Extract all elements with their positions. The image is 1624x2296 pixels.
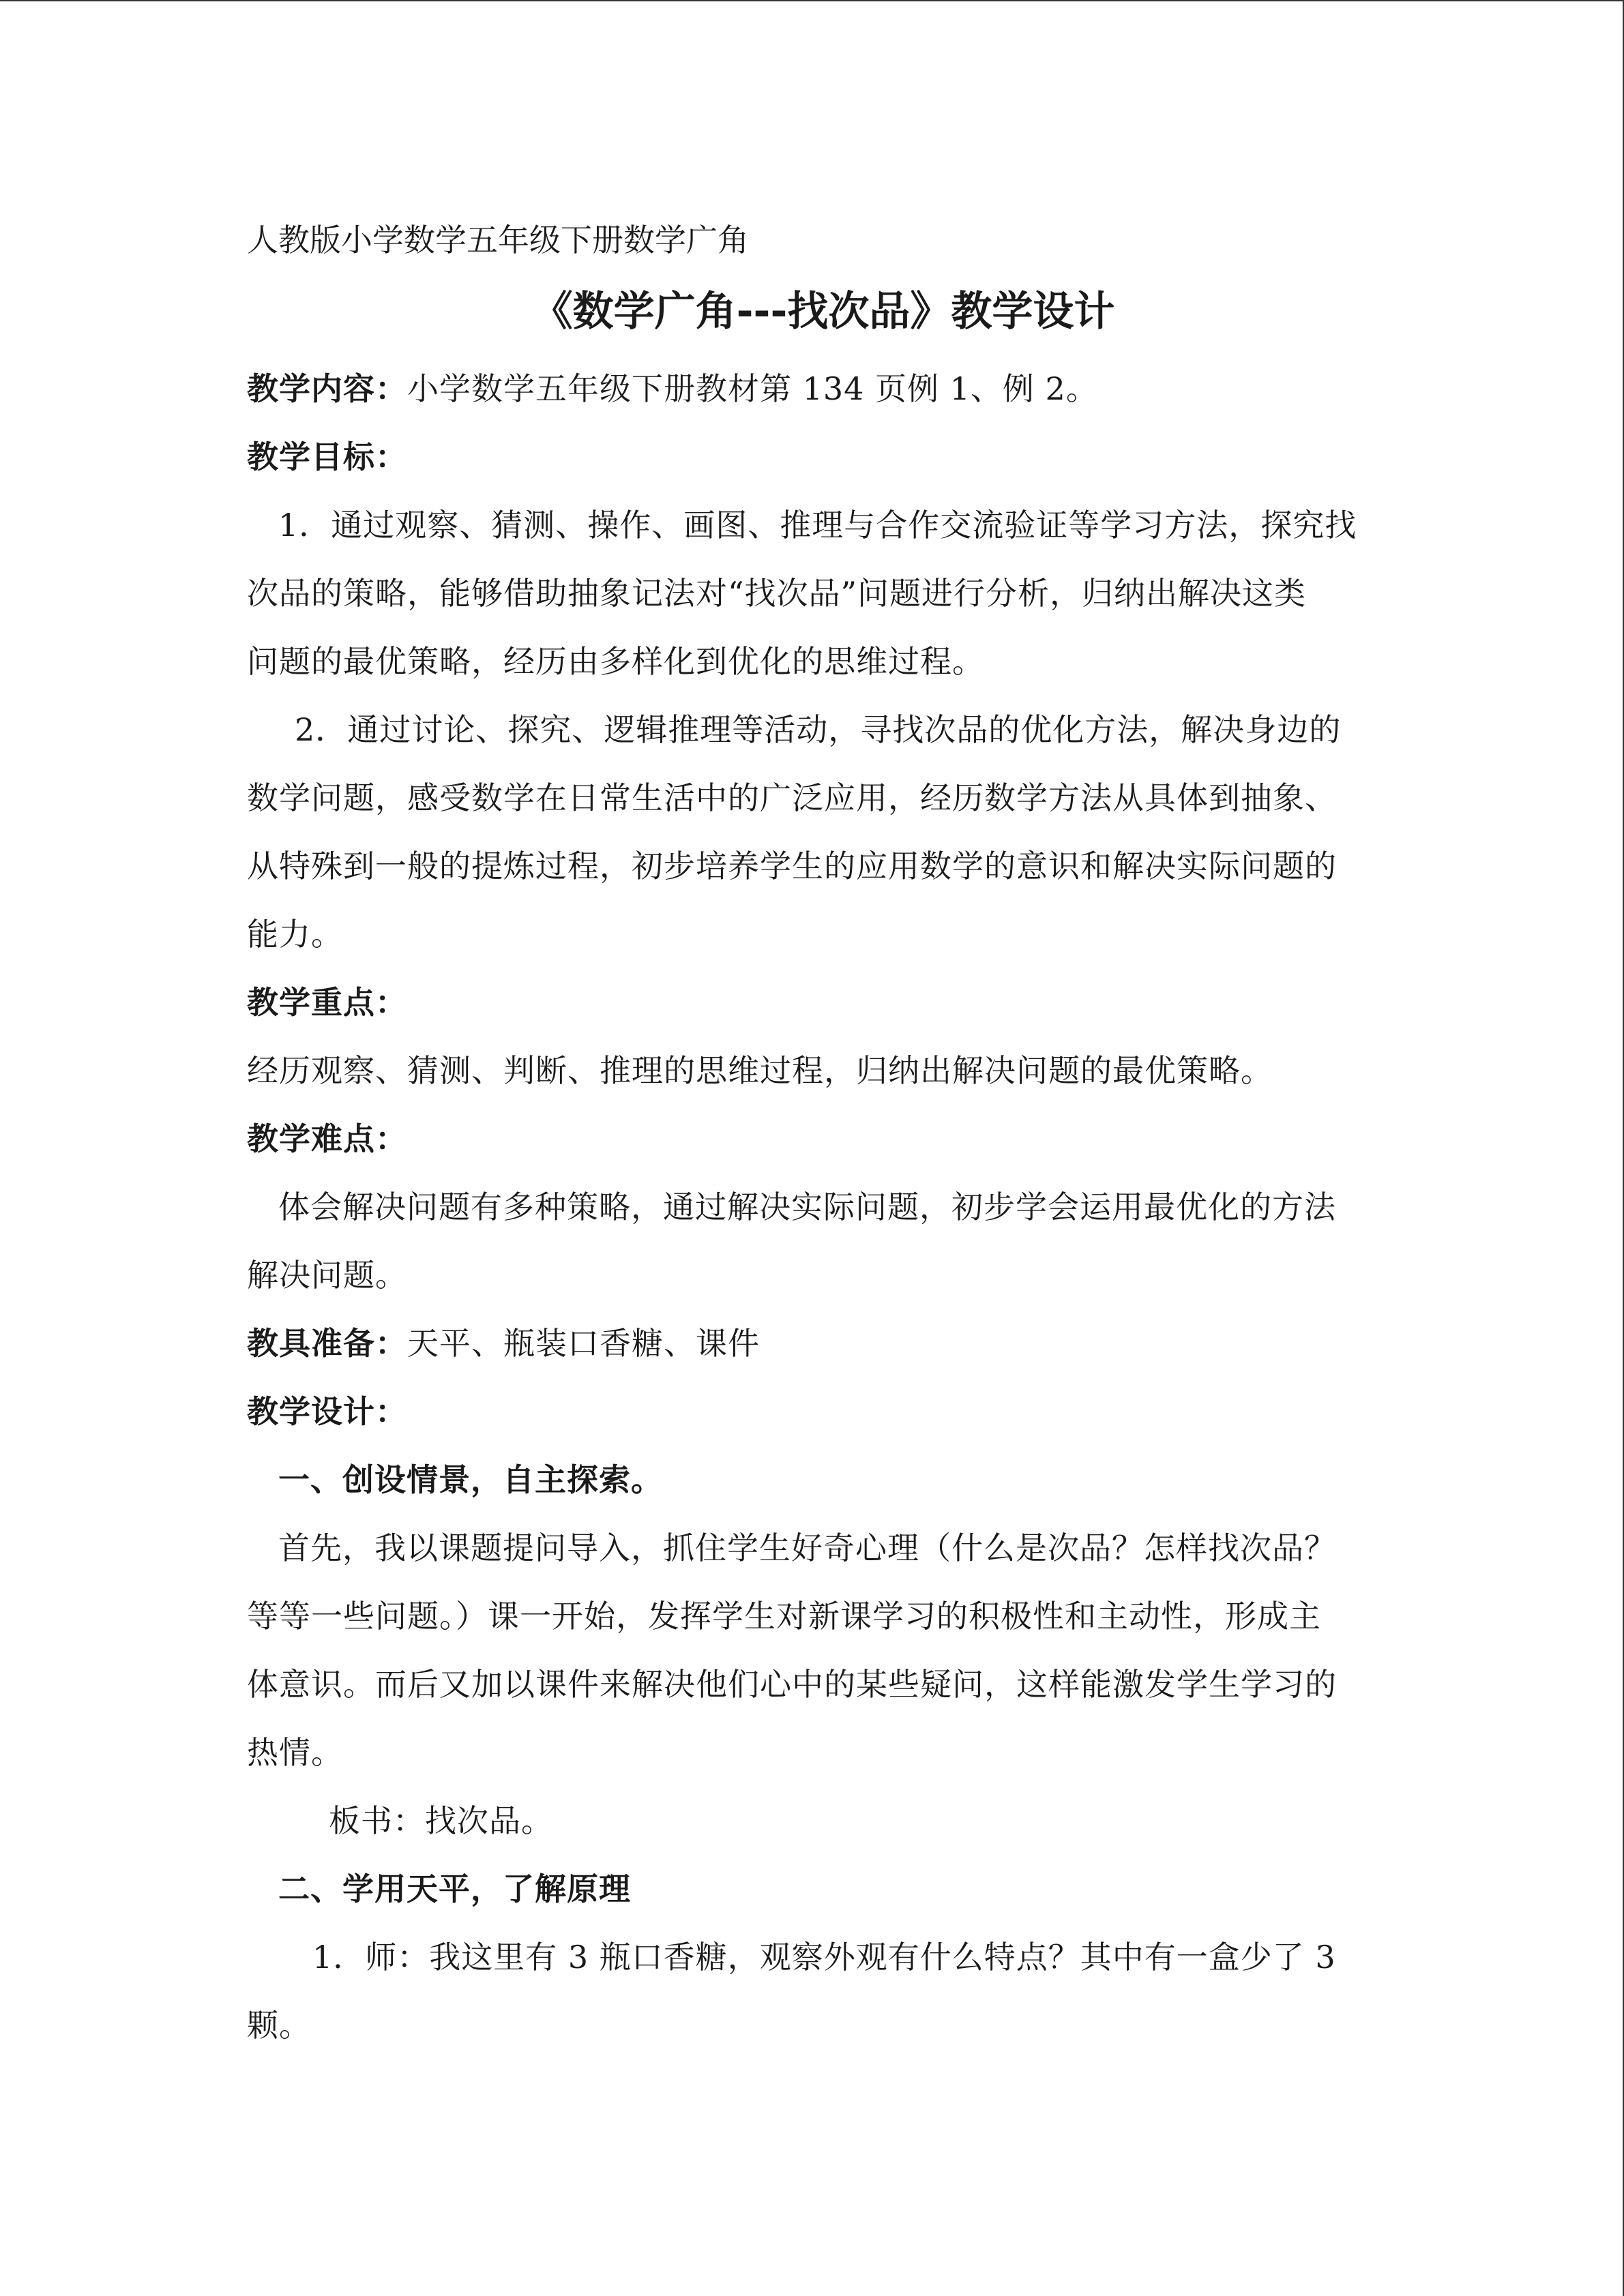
section-1-line-4: 热情。 (247, 1734, 343, 1771)
teaching-tools (247, 1309, 1379, 1377)
teaching-design-label: 教学设计： (247, 1393, 407, 1430)
goal-1-line-1: 1．通过观察、猜测、操作、画图、推理与合作交流验证等学习方法，探究找 (278, 507, 1357, 543)
teaching-content (247, 355, 1379, 423)
section-1-line-1: 首先，我以课题提问导入，抓住学生好奇心理（什么是次品？怎样找次品？ (278, 1530, 1336, 1566)
section-1-heading: 一、创设情景，自主探索。 (278, 1461, 663, 1498)
teaching-tools-label: 教具准备： (247, 1325, 407, 1362)
document-title: 《数学广角---找次品》教学设计 (531, 288, 1115, 336)
teaching-difficulty-line-1: 体会解决问题有多种策略，通过解决实际问题，初步学会运用最优化的方法 (278, 1189, 1336, 1225)
document-subtitle: 人教版小学数学五年级下册数学广角 (247, 222, 749, 258)
teaching-focus-text: 经历观察、猜测、判断、推理的思维过程，归纳出解决问题的最优策略。 (247, 1052, 1273, 1089)
teaching-content-text: 小学数学五年级下册教材第 134 页例 1、例 2。 (407, 370, 1098, 407)
goal-2-line-3: 从特殊到一般的提炼过程，初步培养学生的应用数学的意识和解决实际问题的 (247, 848, 1337, 884)
teaching-tools-text: 天平、瓶装口香糖、课件 (407, 1325, 760, 1362)
teaching-content-label: 教学内容： (247, 370, 407, 407)
teaching-goals-label: 教学目标： (247, 438, 407, 475)
section-1-line-2: 等等一些问题。）课一开始，发挥学生对新课学习的积极性和主动性，形成主 (247, 1598, 1321, 1635)
teaching-difficulty-line-2: 解决问题。 (247, 1257, 407, 1294)
teaching-focus-label: 教学重点： (247, 984, 407, 1021)
section-2-line-2: 颗。 (247, 2007, 311, 2044)
goal-1-line-2: 次品的策略，能够借助抽象记法对“找次品”问题进行分析，归纳出解决这类 (247, 575, 1307, 612)
section-2-heading: 二、学用天平，了解原理 (278, 1870, 631, 1907)
document-body (247, 206, 1379, 2059)
goal-1-line-3: 问题的最优策略，经历由多样化到优化的思维过程。 (247, 643, 984, 680)
section-1-line-3: 体意识。而后又加以课件来解决他们心中的某些疑问，这样能激发学生学习的 (247, 1666, 1337, 1703)
goal-2-line-4: 能力。 (247, 916, 343, 953)
section-2-line-1: 1．师：我这里有 3 瓶口香糖，观察外观有什么特点？其中有一盒少了 3 (312, 1939, 1336, 1976)
teaching-difficulty-label: 教学难点： (247, 1120, 407, 1157)
goal-2-line-1: 2．通过讨论、探究、逻辑推理等活动，寻找次品的优化方法，解决身边的 (295, 711, 1342, 748)
section-1-board: 板书：找次品。 (329, 1802, 553, 1839)
goal-2-line-2: 数学问题，感受数学在日常生活中的广泛应用，经历数学方法从具体到抽象、 (247, 779, 1337, 816)
